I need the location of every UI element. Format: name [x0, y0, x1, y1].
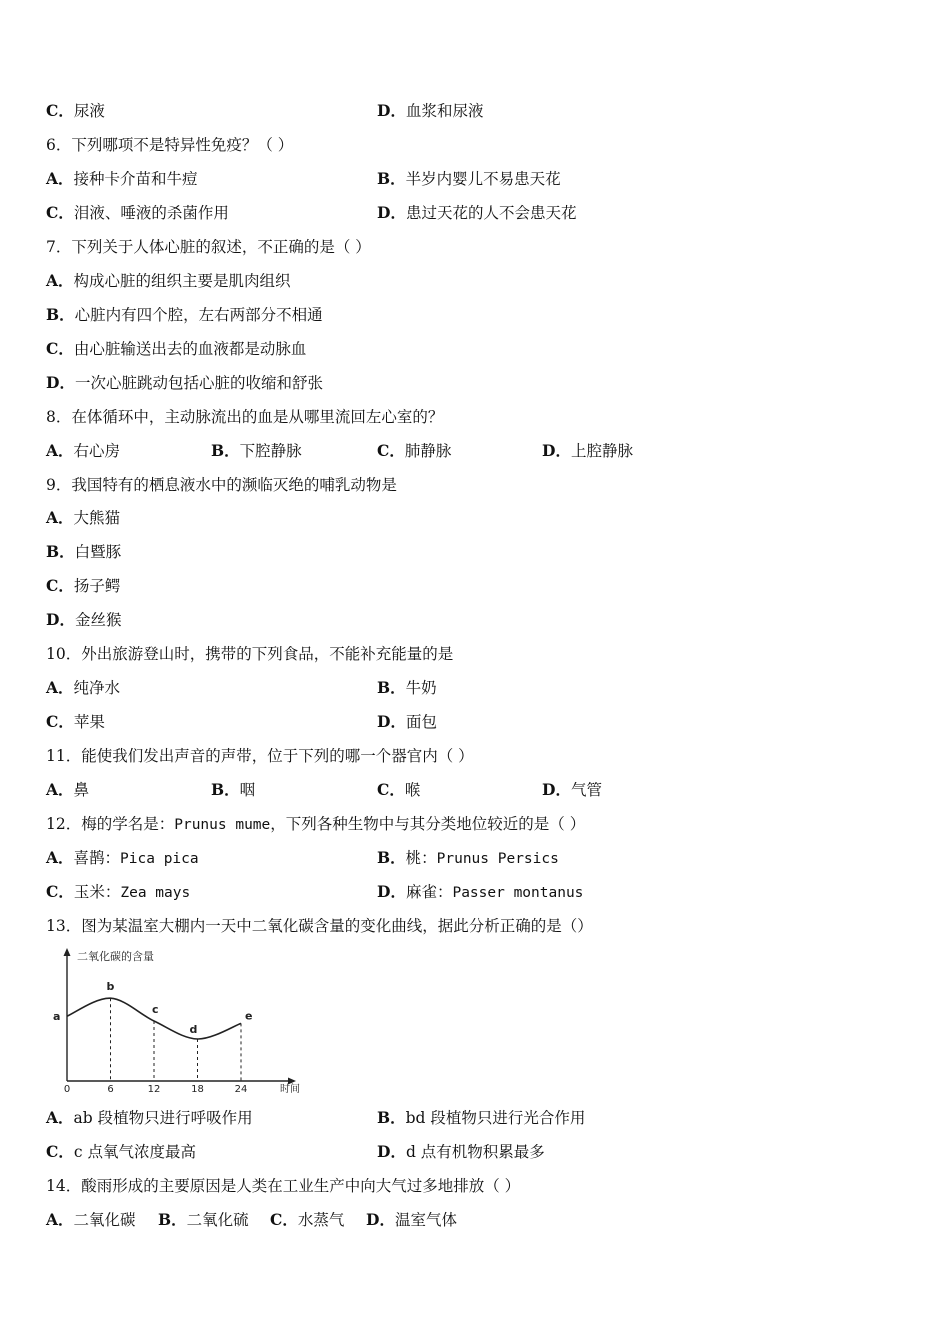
- q13-option-c: C．c 点氧气浓度最高: [46, 1142, 196, 1161]
- q11-option-d: D．气管: [542, 780, 602, 799]
- q13-option-b: B．bd 段植物只进行光合作用: [377, 1108, 586, 1127]
- q13-option-d: D．d 点有机物积累最多: [377, 1142, 545, 1161]
- q9-option-d: D．金丝猴: [46, 610, 122, 629]
- q8-option-a: A．右心房: [46, 441, 121, 460]
- point-label-a: a: [53, 1010, 61, 1024]
- q11-option-c: C．喉: [377, 780, 421, 799]
- q10-option-b: B．牛奶: [377, 678, 437, 697]
- q7-option-c: C．由心脏输送出去的血液都是动脉血: [46, 339, 307, 358]
- q12-stem: 12．梅的学名是：Prunus mume，下列各种生物中与其分类地位较近的是（ ）: [46, 815, 586, 833]
- q9-option-c: C．扬子鳄: [46, 576, 121, 595]
- q8-option-c: C．肺静脉: [377, 441, 452, 460]
- point-label-c: c: [152, 1003, 159, 1016]
- q10-option-c: C．苹果: [46, 712, 105, 731]
- q7-stem: 7．下列关于人体心脏的叙述，不正确的是（ ）: [46, 238, 371, 256]
- point-label-e: e: [245, 1009, 253, 1023]
- q8-stem: 8．在体循环中，主动脉流出的血是从哪里流回左心室的？: [46, 408, 444, 426]
- q5-option-d: D．血浆和尿液: [377, 101, 484, 120]
- q11-stem: 11．能使我们发出声音的声带，位于下列的哪一个器官内（ ）: [46, 747, 474, 765]
- point-label-b: b: [106, 980, 115, 994]
- q7-option-b: B．心脏内有四个腔，左右两部分不相通: [46, 305, 323, 324]
- q5-option-c: C．尿液: [46, 101, 105, 120]
- q12-option-b: B．桃：Prunus Persics: [377, 848, 559, 867]
- y-axis-label: 二氧化碳的含量: [77, 950, 154, 963]
- q7-option-d: D．一次心脏跳动包括心脏的收缩和舒张: [46, 373, 323, 392]
- q14-option-b: B．二氧化硫: [158, 1210, 249, 1229]
- q9-stem: 9．我国特有的栖息液水中的濒临灭绝的哺乳动物是: [46, 476, 397, 494]
- q14-option-d: D．温室气体: [366, 1210, 457, 1229]
- q12-option-d: D．麻雀：Passer montanus: [377, 882, 584, 901]
- q12-option-a: A．喜鹊：Pica pica: [46, 848, 199, 867]
- q8-option-d: D．上腔静脉: [542, 441, 633, 460]
- q6-option-b: B．半岁内婴儿不易患天花: [377, 169, 561, 188]
- x-ticks: [64, 1084, 248, 1095]
- x-tick-label: 6: [107, 1084, 114, 1095]
- x-tick-label: 24: [234, 1084, 248, 1095]
- q14-stem: 14．酸雨形成的主要原因是人类在工业生产中向大气过多地排放（ ）: [46, 1177, 521, 1195]
- q11-option-a: A．鼻: [46, 780, 90, 799]
- q9-option-a: A．大熊猫: [46, 508, 121, 527]
- q10-stem: 10．外出旅游登山时，携带的下列食品，不能补充能量的是: [46, 645, 454, 663]
- x-tick-label: 18: [191, 1084, 204, 1095]
- dashed-drop-lines: [111, 998, 242, 1081]
- x-tick-label: 0: [63, 1084, 71, 1095]
- co2-curve-chart: [44, 944, 314, 1096]
- q13-stem: 13．图为某温室大棚内一天中二氧化碳含量的变化曲线，据此分析正确的是（）: [46, 917, 593, 935]
- q9-option-b: B．白暨豚: [46, 542, 122, 561]
- x-axis-label: 时间: [280, 1084, 300, 1095]
- q14-option-c: C．水蒸气: [270, 1210, 345, 1229]
- q11-option-b: B．咽: [211, 780, 256, 799]
- q10-option-a: A．纯净水: [46, 678, 121, 697]
- q6-option-c: C．泪液、唾液的杀菌作用: [46, 203, 229, 222]
- q6-option-d: D．患过天花的人不会患天花: [377, 203, 577, 222]
- q7-option-a: A．构成心脏的组织主要是肌肉组织: [46, 271, 291, 290]
- q12-option-c: C．玉米：Zea mays: [46, 882, 191, 901]
- y-axis-arrow-icon: [64, 948, 71, 956]
- q6-option-a: A．接种卡介苗和牛痘: [46, 169, 198, 188]
- q14-option-a: A．二氧化碳: [46, 1210, 136, 1229]
- q8-option-b: B．下腔静脉: [211, 441, 302, 460]
- point-label-d: d: [189, 1023, 198, 1036]
- q6-stem: 6．下列哪项不是特异性免疫？（ ）: [46, 136, 294, 154]
- q13-option-a: A．ab 段植物只进行呼吸作用: [46, 1108, 253, 1127]
- q10-option-d: D．面包: [377, 712, 437, 731]
- x-tick-label: 12: [147, 1084, 161, 1095]
